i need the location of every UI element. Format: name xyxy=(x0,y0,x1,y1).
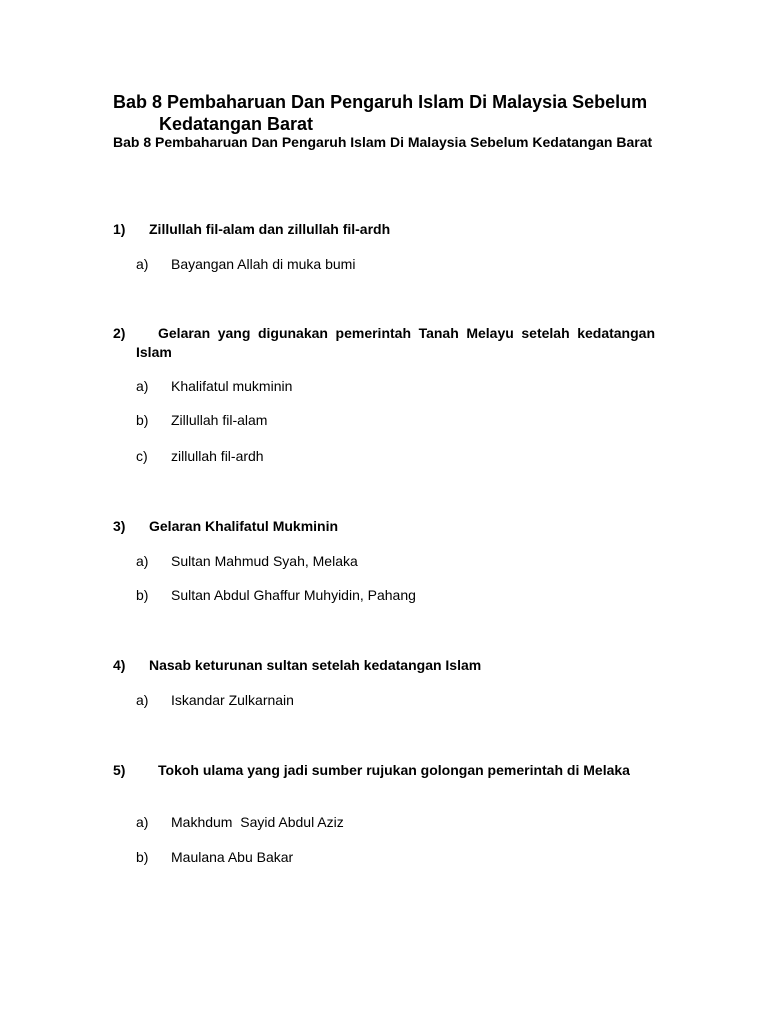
option-text: Zillullah fil-alam xyxy=(171,412,268,428)
document-title xyxy=(113,91,673,135)
option-text: Iskandar Zulkarnain xyxy=(171,692,294,708)
question-5 xyxy=(113,761,655,780)
question-number: 5) xyxy=(113,762,126,778)
option-text: zillullah fil-ardh xyxy=(171,448,264,464)
option-letter: a) xyxy=(136,553,149,569)
question-2 xyxy=(113,324,655,362)
question-text: Nasab keturunan sultan setelah kedatangan Islam xyxy=(149,657,482,673)
option-letter: a) xyxy=(136,256,149,272)
question-text: Gelaran yang digunakan pemerintah Tanah Melayu setelah kedatangan Islam xyxy=(136,325,655,360)
question-number: 3) xyxy=(113,518,126,534)
question-4 xyxy=(113,656,655,675)
option-text: Bayangan Allah di muka bumi xyxy=(171,256,356,272)
question-text: Gelaran Khalifatul Mukminin xyxy=(149,518,339,534)
option-letter: a) xyxy=(136,814,149,830)
title-line-1: Bab 8 Pembaharuan Dan Pengaruh Islam Di Malaysia Sebelum xyxy=(113,92,648,112)
title-line-2: Kedatangan Barat xyxy=(159,114,314,134)
option-letter: a) xyxy=(136,378,149,394)
question-1 xyxy=(113,220,655,239)
question-3 xyxy=(113,517,655,536)
option-text: Makhdum Sayid Abdul Aziz xyxy=(171,814,344,830)
option-letter: b) xyxy=(136,412,149,428)
question-text: Tokoh ulama yang jadi sumber rujukan golongan pemerintah di Melaka xyxy=(158,762,630,778)
option-text: Khalifatul mukminin xyxy=(171,378,293,394)
document-subtitle: Bab 8 Pembaharuan Dan Pengaruh Islam Di Malaysia Sebelum Kedatangan Barat xyxy=(113,134,653,150)
option-letter: b) xyxy=(136,849,149,865)
option-text: Maulana Abu Bakar xyxy=(171,849,294,865)
option-text: Sultan Abdul Ghaffur Muhyidin, Pahang xyxy=(171,587,416,603)
option-letter: a) xyxy=(136,692,149,708)
question-number: 4) xyxy=(113,657,126,673)
option-text: Sultan Mahmud Syah, Melaka xyxy=(171,553,358,569)
option-letter: c) xyxy=(136,448,148,464)
question-number: 1) xyxy=(113,221,126,237)
option-letter: b) xyxy=(136,587,149,603)
question-number: 2) xyxy=(113,325,126,341)
question-text: Zillullah fil-alam dan zillullah fil-ardh xyxy=(149,221,391,237)
